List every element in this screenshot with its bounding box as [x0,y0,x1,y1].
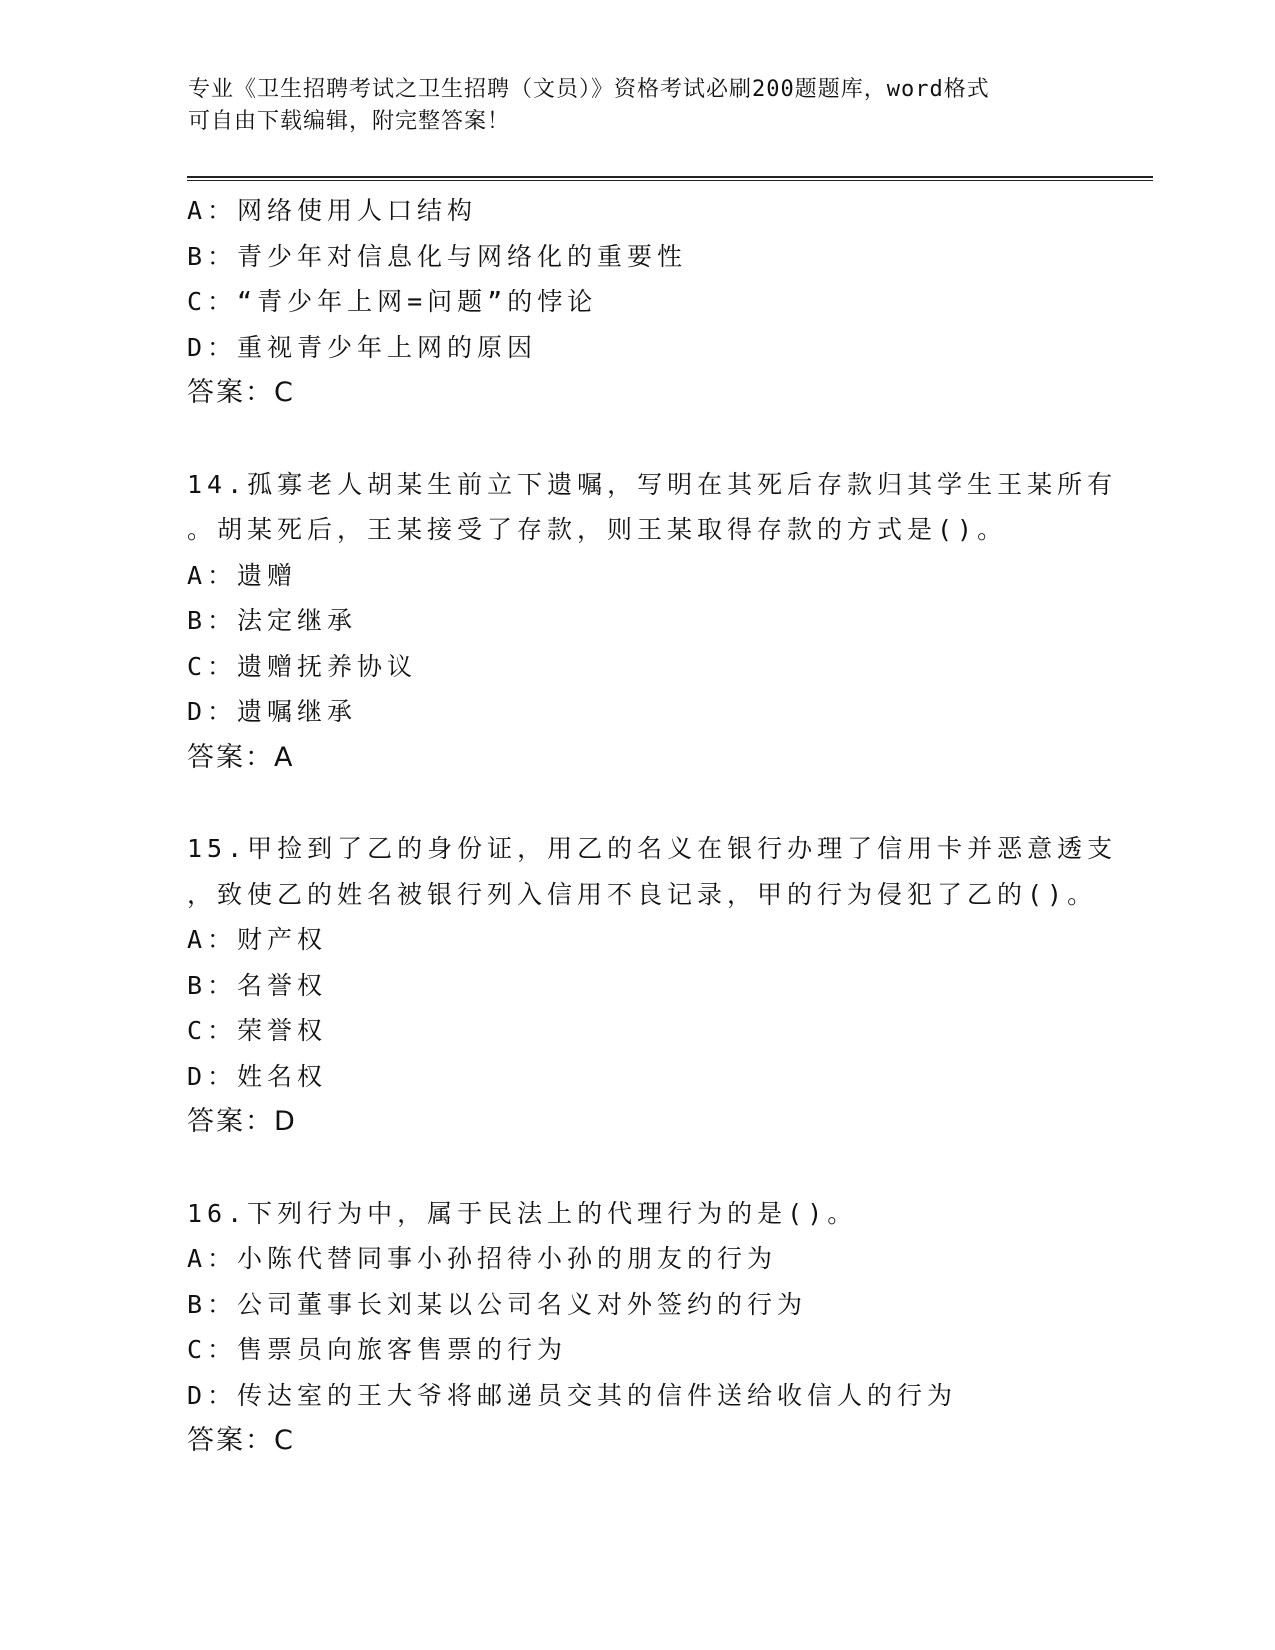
header-divider [187,176,1153,181]
option-d: D：重视青少年上网的原因 [187,332,538,362]
option-b: B：名誉权 [187,970,328,1000]
option-d: D：传达室的王大爷将邮递员交其的信件送给收信人的行为 [187,1380,958,1410]
question-stem-line-1: 16.下列行为中，属于民法上的代理行为的是()。 [187,1198,858,1228]
option-b: B：法定继承 [187,606,358,635]
question-list [187,188,1118,1464]
question-stem-line-1: 15.甲捡到了乙的身份证，用乙的名义在银行办理了信用卡并恶意透支 [187,834,1118,863]
header-line-1: 专业《卫生招聘考试之卫生招聘（文员）》资格考试必刷200题题库，word格式 [188,77,990,102]
answer-line: 答案：C [187,377,295,408]
question-14 [187,462,1118,781]
question-stem-line-2: ，致使乙的姓名被银行列入信用不良记录，甲的行为侵犯了乙的()。 [187,879,1098,909]
question-stem-line-1: 14.孤寡老人胡某生前立下遗嘱，写明在其死后存款归其学生王某所有 [187,469,1118,499]
answer-line: 答案：A [187,741,295,773]
answer-line: 答案：D [187,1106,297,1137]
option-c: C：荣誉权 [187,1016,328,1045]
spacer [187,416,1087,462]
header-line-2: 可自由下载编辑，附完整答案！ [188,109,511,134]
answer-line: 答案：C [187,1425,295,1456]
question-stem-line-2: 。胡某死后，王某接受了存款，则王某取得存款的方式是()。 [187,515,1008,544]
option-a: A：小陈代替同事小孙招待小孙的朋友的行为 [187,1244,778,1273]
option-a: A：遗赠 [187,560,298,590]
question-13 [187,188,1087,416]
question-16 [187,1191,1087,1464]
spacer [187,1145,1087,1191]
spacer [187,780,1087,826]
document-header [188,74,1068,138]
option-c: C：遗赠抚养协议 [187,651,418,681]
option-d: D：遗嘱继承 [187,697,358,726]
option-b: B：青少年对信息化与网络化的重要性 [187,241,688,271]
option-a: A：网络使用人口结构 [187,196,478,225]
option-c: C：售票员向旅客售票的行为 [187,1335,568,1364]
option-d: D：姓名权 [187,1061,328,1091]
option-b: B：公司董事长刘某以公司名义对外签约的行为 [187,1289,808,1319]
option-a: A：财产权 [187,925,328,954]
question-15 [187,826,1118,1145]
option-c: C：“青少年上网=问题”的悖论 [187,287,598,316]
